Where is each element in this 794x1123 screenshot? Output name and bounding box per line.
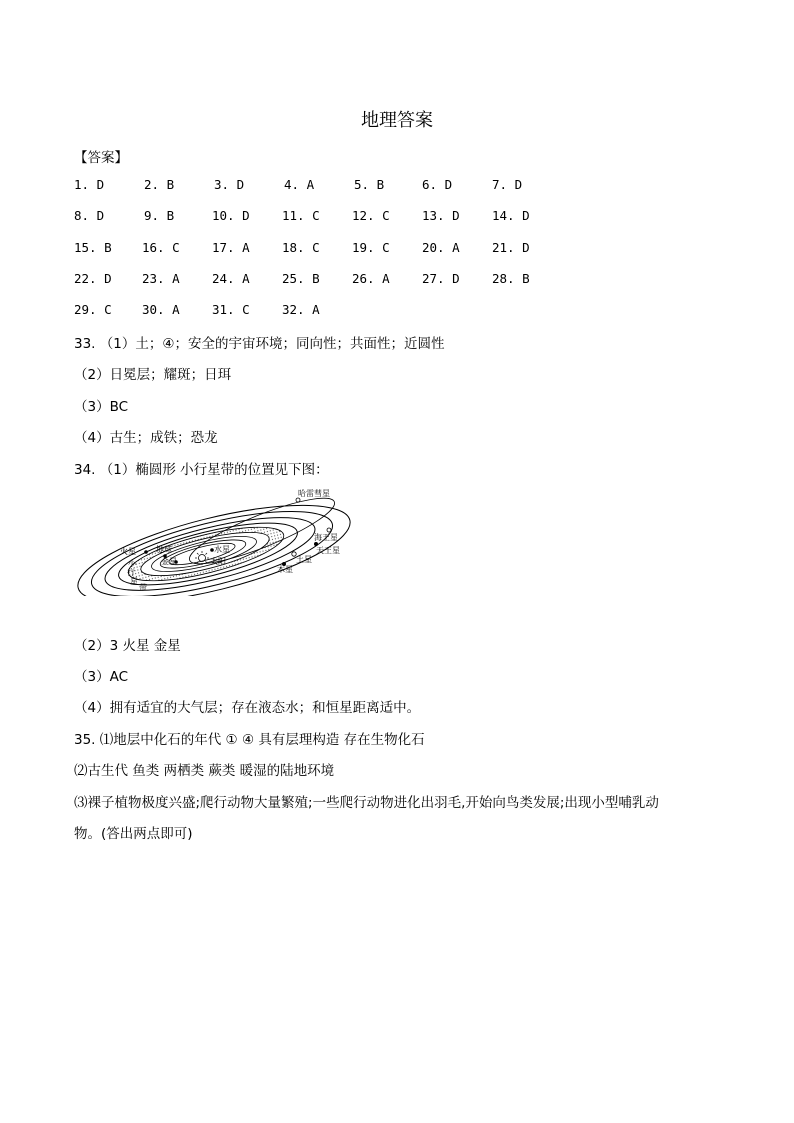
q35-part4: 物。(答出两点即可) <box>74 826 193 842</box>
answer-item: 21. D <box>492 240 530 255</box>
label-venus: 金星 <box>161 557 177 566</box>
answer-item: 4. A <box>284 177 315 192</box>
answer-item: 9. B <box>144 208 175 223</box>
answer-item: 31. C <box>212 302 250 317</box>
label-saturn: 土星 <box>296 555 312 564</box>
answer-item: 14. D <box>492 208 530 223</box>
answer-item: 1. D <box>74 177 105 192</box>
answer-item: 5. B <box>354 177 385 192</box>
label-belt-4: 带 <box>139 583 147 592</box>
answer-item: 23. A <box>142 271 180 286</box>
label-belt-1: 小 <box>128 559 136 568</box>
label-sun: 太阳 <box>210 557 226 566</box>
answer-item: 29. C <box>74 302 112 317</box>
answer-item: 13. D <box>422 208 460 223</box>
answer-item: 32. A <box>282 302 320 317</box>
answer-item: 12. C <box>352 208 390 223</box>
answer-item: 3. D <box>214 177 245 192</box>
label-neptune: 海王星 <box>314 533 338 542</box>
q35-part3: ⑶裸子植物极度兴盛;爬行动物大量繁殖;一些爬行动物进化出羽毛,开始向鸟类发展;出现小型哺乳动 <box>74 795 659 811</box>
answer-item: 17. A <box>212 240 250 255</box>
answer-item: 11. C <box>282 208 320 223</box>
label-earth: 地球 <box>156 545 172 554</box>
answer-item: 28. B <box>492 271 530 286</box>
answers-header: 【答案】 <box>74 150 128 166</box>
q34-part1: 34. （1）椭圆形 小行星带的位置见下图： <box>74 462 329 478</box>
answer-item: 10. D <box>212 208 250 223</box>
answer-item: 27. D <box>422 271 460 286</box>
answer-item: 16. C <box>142 240 180 255</box>
answer-item: 20. A <box>422 240 460 255</box>
solar-system-diagram <box>72 486 372 596</box>
comet-halley <box>296 498 300 502</box>
q33-part1: 33. （1）土；④；安全的宇宙环境；同向性；共面性；近圆性 <box>74 336 445 352</box>
label-belt-3: 星 <box>130 577 138 586</box>
planet-mars <box>144 550 148 554</box>
answer-item: 8. D <box>74 208 105 223</box>
label-mars: 火星 <box>120 547 136 556</box>
answer-item: 24. A <box>212 271 250 286</box>
answer-item: 25. B <box>282 271 320 286</box>
label-jupiter: 木星 <box>277 565 293 574</box>
answer-item: 22. D <box>74 271 112 286</box>
answer-item: 6. D <box>422 177 453 192</box>
answer-item: 30. A <box>142 302 180 317</box>
q34-part3: （3）AC <box>74 669 129 685</box>
q33-part4: （4）古生；成铁；恐龙 <box>74 430 218 446</box>
answer-item: 15. B <box>74 240 112 255</box>
label-belt-2: 行 <box>127 568 135 577</box>
q33-part3: （3）BC <box>74 399 129 415</box>
label-uranus: 天王星 <box>316 546 340 555</box>
answer-item: 18. C <box>282 240 320 255</box>
label-mercury: 水星 <box>214 545 230 554</box>
q35-part2: ⑵古生代 鱼类 两栖类 蕨类 暖湿的陆地环境 <box>74 763 335 779</box>
q33-part2: （2）日冕层；耀斑；日珥 <box>74 367 232 383</box>
planet-neptune <box>327 528 331 532</box>
answer-item: 26. A <box>352 271 390 286</box>
q34-part2: （2）3 火星 金星 <box>74 638 181 654</box>
answer-item: 7. D <box>492 177 523 192</box>
q34-part4: （4）拥有适宜的大气层；存在液态水；和恒星距离适中。 <box>74 700 421 716</box>
answer-item: 2. B <box>144 177 175 192</box>
answer-item: 19. C <box>352 240 390 255</box>
page-title: 地理答案 <box>361 110 433 131</box>
q35-part1: 35. ⑴地层中化石的年代 ① ④ 具有层理构造 存在生物化石 <box>74 732 425 748</box>
label-halley: 哈雷彗星 <box>298 489 330 498</box>
